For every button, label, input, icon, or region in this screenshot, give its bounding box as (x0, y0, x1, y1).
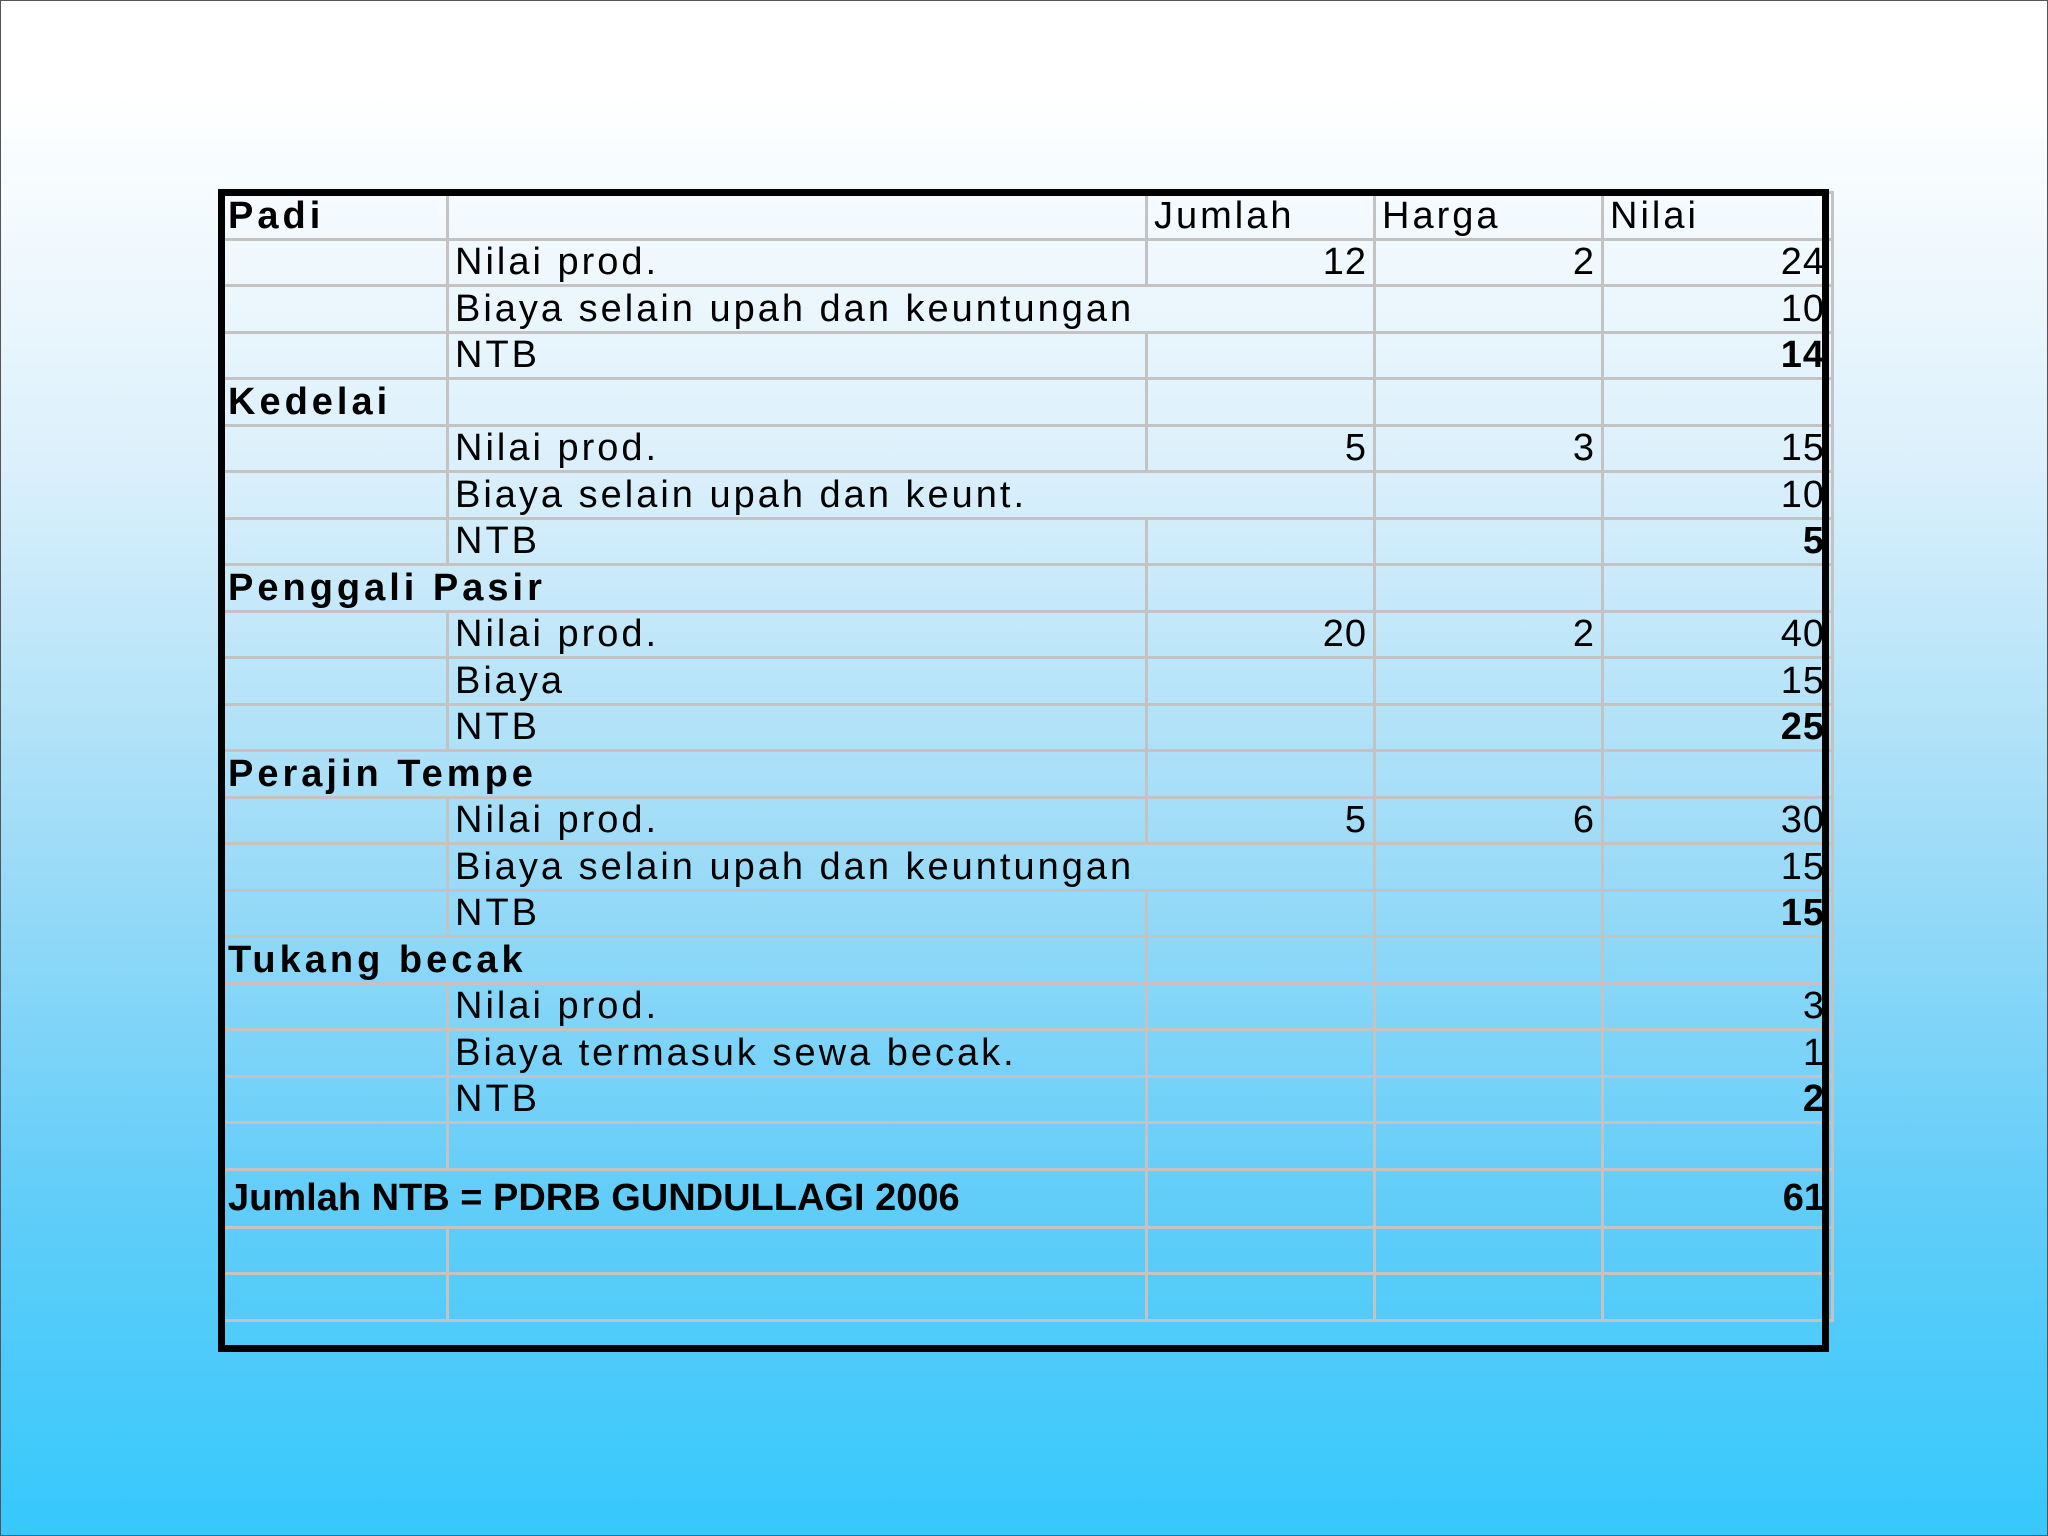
table-cell (221, 844, 448, 891)
table-cell (1147, 1076, 1375, 1123)
table-cell: 1 (1603, 1030, 1833, 1077)
table-cell (221, 239, 448, 286)
table-cell: 15 (1603, 658, 1833, 705)
table-cell (1375, 518, 1603, 565)
table-cell (1147, 332, 1375, 379)
table-cell: Nilai prod. (448, 239, 1147, 286)
table-cell: NTB (448, 1076, 1147, 1123)
table-cell: 5 (1147, 425, 1375, 472)
table-cell (221, 797, 448, 844)
table-row (221, 704, 1833, 751)
table-cell: 20 (1147, 611, 1375, 658)
table-cell: 2 (1375, 611, 1603, 658)
table-row (221, 983, 1833, 1030)
table-row (221, 472, 1833, 519)
table-cell (1147, 518, 1375, 565)
table-cell: 3 (1375, 425, 1603, 472)
total-value-cell: 61 (1603, 1169, 1833, 1227)
table-cell (221, 1123, 448, 1170)
table-cell: 12 (1147, 239, 1375, 286)
table-cell: Biaya termasuk sewa becak. (448, 1030, 1147, 1077)
ntb-value-cell: 5 (1603, 518, 1833, 565)
table-cell (221, 890, 448, 937)
table-cell (1147, 751, 1375, 798)
table-cell (448, 1123, 1147, 1170)
table-cell: 30 (1603, 797, 1833, 844)
table-cell (1375, 890, 1603, 937)
table-cell (1603, 1227, 1833, 1274)
header-cell-jumlah: Jumlah (1147, 193, 1375, 240)
table-cell: 15 (1603, 425, 1833, 472)
table-cell (221, 472, 448, 519)
table-row (221, 1030, 1833, 1077)
table-cell (1375, 983, 1603, 1030)
table-cell (1147, 1274, 1375, 1321)
table-cell: Biaya (448, 658, 1147, 705)
table-row (221, 937, 1833, 984)
table-cell (1147, 1123, 1375, 1170)
table-cell (1375, 565, 1603, 612)
table-cell (1147, 983, 1375, 1030)
table-cell (1603, 937, 1833, 984)
table-cell (1147, 565, 1375, 612)
table-cell: NTB (448, 518, 1147, 565)
table-cell: 3 (1603, 983, 1833, 1030)
ntb-value-cell: 15 (1603, 890, 1833, 937)
sector-label-cell: Tukang becak (221, 937, 1147, 984)
header-cell-nilai: Nilai (1603, 193, 1833, 240)
sector-label-cell: Kedelai (221, 379, 448, 426)
table-row (221, 1076, 1833, 1123)
table-row (221, 611, 1833, 658)
table-row (221, 518, 1833, 565)
table-row (221, 425, 1833, 472)
table-cell (1375, 1076, 1603, 1123)
table-cell (448, 1274, 1147, 1321)
table-row (221, 844, 1833, 891)
table-cell: Biaya selain upah dan keunt. (448, 472, 1375, 519)
ntb-table (219, 191, 1834, 1322)
table-cell (1375, 1169, 1603, 1227)
table-cell (1147, 704, 1375, 751)
table-cell (221, 611, 448, 658)
sector-label-cell: Penggali Pasir (221, 565, 1147, 612)
table-cell: Nilai prod. (448, 797, 1147, 844)
total-row (221, 1169, 1833, 1227)
table-cell (1603, 751, 1833, 798)
table-cell (221, 983, 448, 1030)
table-row (221, 1274, 1833, 1321)
table-cell (221, 658, 448, 705)
table-cell: 5 (1147, 797, 1375, 844)
table-cell: 24 (1603, 239, 1833, 286)
header-cell-sector: Padi (221, 193, 448, 240)
table-row (221, 1123, 1833, 1170)
table-cell (1147, 890, 1375, 937)
ntb-value-cell: 14 (1603, 332, 1833, 379)
table-cell: NTB (448, 332, 1147, 379)
table-cell (221, 425, 448, 472)
table-row (221, 565, 1833, 612)
table-cell: 15 (1603, 844, 1833, 891)
table-cell: NTB (448, 704, 1147, 751)
table-cell (1603, 1123, 1833, 1170)
table-cell (1375, 379, 1603, 426)
ntb-value-cell: 25 (1603, 704, 1833, 751)
table-header-row (221, 193, 1833, 240)
table-row (221, 890, 1833, 937)
table-cell (221, 704, 448, 751)
table-cell: Nilai prod. (448, 611, 1147, 658)
table-cell (1603, 565, 1833, 612)
table-cell (448, 1227, 1147, 1274)
table-row (221, 797, 1833, 844)
table-cell (1147, 658, 1375, 705)
table-cell (221, 1274, 448, 1321)
table-cell (221, 1227, 448, 1274)
table-cell: 6 (1375, 797, 1603, 844)
table-cell (1147, 1030, 1375, 1077)
table-row (221, 332, 1833, 379)
table-cell: Nilai prod. (448, 983, 1147, 1030)
table-row (221, 239, 1833, 286)
table-row (221, 1227, 1833, 1274)
table-cell: 10 (1603, 472, 1833, 519)
table-cell (221, 518, 448, 565)
table-cell (1603, 379, 1833, 426)
table-cell (1603, 1274, 1833, 1321)
table-cell (1375, 1123, 1603, 1170)
ntb-value-cell: 2 (1603, 1076, 1833, 1123)
table-cell (1147, 937, 1375, 984)
table-cell (1375, 1227, 1603, 1274)
table-cell (1147, 379, 1375, 426)
table-row (221, 286, 1833, 333)
table-cell: Biaya selain upah dan keuntungan (448, 844, 1375, 891)
sector-label-cell: Perajin Tempe (221, 751, 1147, 798)
table-cell (1147, 1169, 1375, 1227)
table-cell (1375, 658, 1603, 705)
table-cell: Biaya selain upah dan keuntungan (448, 286, 1375, 333)
header-cell-harga: Harga (1375, 193, 1603, 240)
table-cell (1375, 844, 1603, 891)
header-cell-item (448, 193, 1147, 240)
table-row (221, 379, 1833, 426)
table-row (221, 658, 1833, 705)
table-cell (1375, 751, 1603, 798)
table-cell (1375, 1030, 1603, 1077)
table-cell (1375, 704, 1603, 751)
table-cell (221, 1076, 448, 1123)
table-cell (1375, 286, 1603, 333)
table-cell (221, 286, 448, 333)
table-cell (221, 332, 448, 379)
total-label-cell: Jumlah NTB = PDRB GUNDULLAGI 2006 (221, 1169, 1147, 1227)
table-row (221, 751, 1833, 798)
table-cell (448, 379, 1147, 426)
table-cell (1375, 1274, 1603, 1321)
table-cell: 2 (1375, 239, 1603, 286)
table-cell (221, 1030, 448, 1077)
table-cell (1375, 472, 1603, 519)
table-cell (1147, 1227, 1375, 1274)
table-cell: 40 (1603, 611, 1833, 658)
table-cell (1375, 937, 1603, 984)
table-cell: 10 (1603, 286, 1833, 333)
table-cell: NTB (448, 890, 1147, 937)
table-cell: Nilai prod. (448, 425, 1147, 472)
table-cell (1375, 332, 1603, 379)
